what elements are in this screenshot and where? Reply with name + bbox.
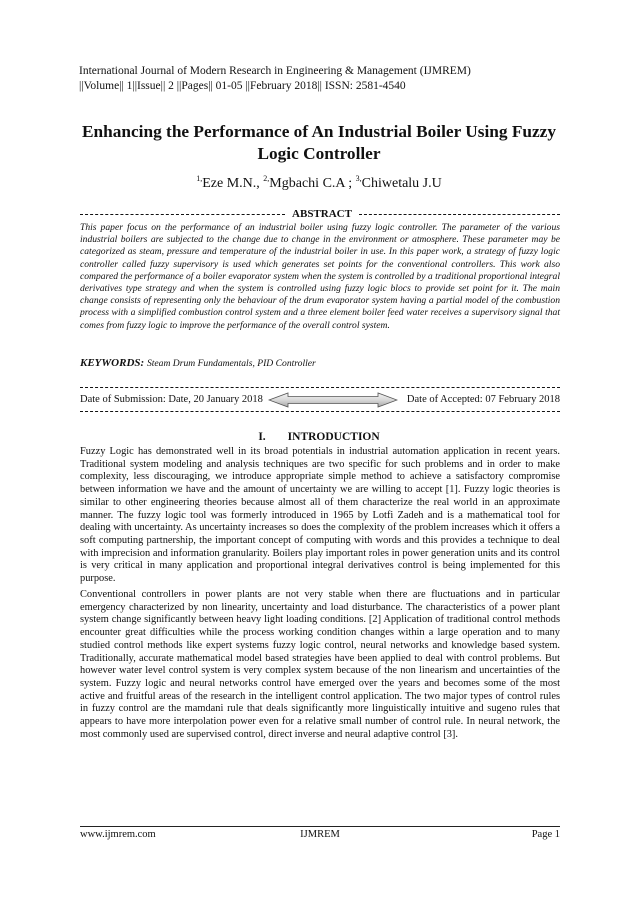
footer-website: www.ijmrem.com [80, 829, 156, 840]
footer-journal: IJMREM [300, 829, 340, 840]
abstract-text: This paper focus on the performance of an industrial boiler using fuzzy logic controller. The parameter of the various industrial boilers are subjected to the change due to change in the environment or atmosphere. These parameter may be categorized as steam, pressure and temperature of the industrial boiler in use. In this paper work, a strategy of fuzzy logic controller called fuzzy supervisory is used which generates set points for the conventional controllers. This work also compared the performance of a boiler evaporator system when the system is controlled by a traditional proportional integral derivatives type strategy and when the system is controlled using fuzzy logic blocs to provide set point for it. The main change consists of representing only the behaviour of the drum evaporator system having a partial model of the combustion process with a simplified combustion control system and a three element boiler feed water receives a supervisory signal that comes from fuzzy logic to improve the performance of the overall control system. [80, 222, 560, 331]
paper-title-line-2: Logic Controller [257, 144, 381, 163]
intro-paragraph-1: Fuzzy Logic has demonstrated well in its broad potentials in industrial automation application in recent years. Traditional system modeling and analysis techniques are two specific for such problems and in order to make complexity, less discouraging, we introduce appropriate simple method to achieve a satisfactory compromise between information we have and the amount of uncertainty we are willing to accept [1]. Fuzzy logic theories is similar to other engineering theories because almost all of them characterize the real world in an approximate manner. The fuzzy logic tool was formerly introduced in 1965 by Lotfi Zadeh and is a mathematical tool for dealing with uncertainty. As uncertainty increases so does the complexity of the problem increases which it offers a soft computing partnership, the important concept of computing with words and this provides a technique to deal with imprecision and information granularity. Boilers play important roles in power generation units and its control is very critical in many application and proportional integral derivatives control is being implemented for this purpose. [80, 446, 560, 585]
paper-title [60, 121, 578, 165]
keywords-label: KEYWORDS: [80, 357, 145, 369]
journal-name: International Journal of Modern Research in Engineering & Management (IJMREM) [79, 65, 471, 77]
accepted-date: Date of Accepted: 07 February 2018 [406, 394, 560, 405]
dashed-divider-right [359, 214, 560, 215]
author-2-affiliation: 2, [263, 174, 270, 183]
double-arrow-icon [268, 392, 398, 408]
paper-title-line-1: Enhancing the Performance of An Industrial Boiler Using Fuzzy [82, 122, 556, 141]
journal-header [79, 64, 569, 94]
abstract-heading-row [80, 209, 560, 221]
section-title: INTRODUCTION [287, 431, 380, 443]
journal-issue-info: ||Volume|| 1||Issue|| 2 ||Pages|| 01-05 ||February 2018|| ISSN: 2581-4540 [79, 80, 406, 92]
dashed-divider-left [80, 214, 285, 215]
page-footer [80, 829, 560, 843]
submission-date: Date of Submission: Date, 20 January 2018 [80, 394, 263, 405]
author-2-name: Mgbachi C.A ; [269, 176, 356, 191]
author-1-name: Eze M.N., [202, 176, 264, 191]
keywords-value: Steam Drum Fundamentals, PID Controller [146, 358, 316, 369]
intro-paragraph-2: Conventional controllers in power plants are not very stable when there are fluctuations and in particular emergency characterized by non linearity, uncertainty and load disturbance. The characteristics of a power plant system change significantly between heavy light loading conditions. [2] Application of traditional control methods encounter great difficulties while the process working condition changes within a large operation and to many studied control methods like expert systems fuzzy logic control, neural networks and knowledge based system. Traditionally, accurate mathematical model based strategies have been applied to deal with control problems. But however water level control system is very complex system because of the non linearism and uncertainties of the system. Fuzzy logic and neural networks control have emerged over the years and becomes some of the most active and fruitful areas of the research in the intelligent control application. The two major types of control rules in fuzzy control are the mamdani rule that deals significantly more linguistically intuitive and sugeno rules that appears to have more interpolation power even for a relative small number of control rule. In neural network, the most commonly used are supervised control, direct inverse and neural adaptive control [3]. [80, 589, 560, 740]
footer-page-number: Page 1 [531, 829, 560, 840]
footer-rule [80, 826, 560, 827]
dates-row [80, 392, 560, 408]
author-list [0, 174, 638, 192]
dashed-divider-bottom [80, 411, 560, 412]
keywords-row [80, 357, 316, 369]
section-heading [0, 431, 638, 443]
dashed-divider-top [80, 387, 560, 388]
author-3-affiliation: 3, [355, 174, 362, 183]
author-1-affiliation: 1, [196, 174, 203, 183]
author-3-name: Chiwetalu J.U [361, 176, 442, 191]
section-number: I. [258, 431, 266, 443]
abstract-heading: ABSTRACT [292, 208, 352, 220]
